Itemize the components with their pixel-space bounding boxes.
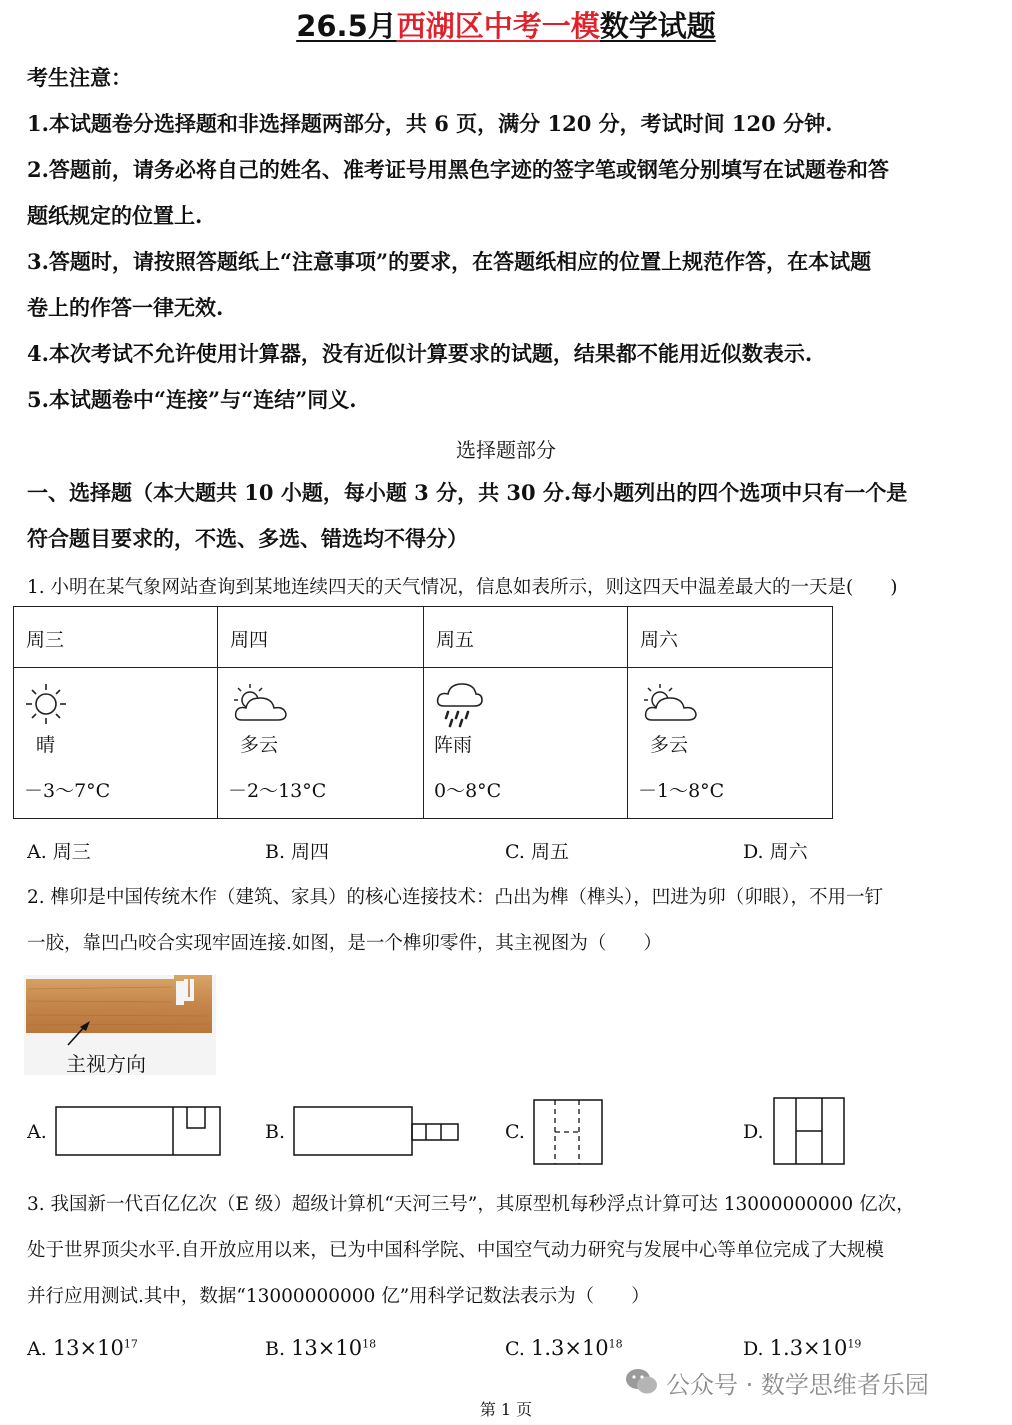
title-part2: 西湖区中考一模 bbox=[396, 9, 600, 43]
q2-option-b[interactable]: B. bbox=[265, 1121, 286, 1143]
q2-line1: 2. 榫卯是中国传统木作（建筑、家具）的核心连接技术：凸出为榫（榫头），凹进为卯（卯眼），不用一钉 bbox=[27, 887, 884, 908]
temp-range: 0～8°C bbox=[434, 780, 502, 802]
title-part1: 26.5月 bbox=[296, 9, 397, 43]
option-d-drawing bbox=[773, 1097, 847, 1167]
option-base: 1.3×10 bbox=[530, 1336, 609, 1360]
day-header: 周五 bbox=[436, 629, 475, 651]
q3-option-d[interactable] bbox=[743, 1336, 861, 1360]
option-base: 13×10 bbox=[52, 1336, 124, 1360]
day-header: 周六 bbox=[640, 629, 679, 651]
q1-option-d[interactable]: D. 周六 bbox=[743, 841, 808, 863]
option-exponent: 18 bbox=[608, 1337, 623, 1351]
temp-range: －1～8°C bbox=[638, 780, 725, 802]
wechat-icon bbox=[625, 1367, 659, 1397]
figure-label: 主视方向 bbox=[66, 1052, 146, 1076]
q1-option-c[interactable]: C. 周五 bbox=[505, 841, 569, 863]
page-title bbox=[0, 4, 1012, 45]
notice-item-1: 1.本试题卷分选择题和非选择题两部分，共 6 页，满分 120 分，考试时间 120 分钟. bbox=[27, 111, 833, 136]
q2-option-c[interactable]: C. bbox=[505, 1121, 525, 1143]
weather-label: 多云 bbox=[650, 734, 689, 756]
q1-option-a[interactable]: A. 周三 bbox=[27, 841, 91, 863]
option-base: 1.3×10 bbox=[769, 1336, 848, 1360]
part-one-line1: 一、选择题（本大题共 10 小题，每小题 3 分，共 30 分.每小题列出的四个选项中只有一个是 bbox=[27, 480, 908, 505]
q3-option-c[interactable] bbox=[505, 1336, 623, 1360]
notice-item-2-cont: 题纸规定的位置上. bbox=[27, 203, 203, 228]
weather-table bbox=[13, 606, 833, 819]
weather-label: 多云 bbox=[240, 734, 279, 756]
partly-cloudy-icon bbox=[228, 682, 292, 726]
q3-option-a[interactable] bbox=[27, 1336, 138, 1360]
q3-line2: 处于世界顶尖水平.自开放应用以来，已为中国科学院、中国空气动力研究与发展中心等单位完成了大规模 bbox=[27, 1240, 884, 1261]
shower-icon bbox=[434, 682, 484, 728]
option-exponent: 18 bbox=[362, 1337, 377, 1351]
option-exponent: 19 bbox=[847, 1337, 862, 1351]
option-label: B. bbox=[265, 1338, 286, 1360]
q3-line3: 并行应用测试.其中，数据“13000000000 亿”用科学记数法表示为（ ） bbox=[27, 1286, 650, 1307]
option-label: C. bbox=[505, 1338, 525, 1360]
title-part3: 数学试题 bbox=[599, 9, 716, 43]
option-label: A. bbox=[27, 1338, 47, 1360]
q2-option-a[interactable]: A. bbox=[27, 1121, 47, 1143]
weather-label: 晴 bbox=[36, 734, 56, 756]
q3-option-b[interactable] bbox=[265, 1336, 376, 1360]
temp-range: －3～7°C bbox=[24, 780, 111, 802]
q2-line2: 一胶，靠凹凸咬合实现牢固连接.如图，是一个榫卯零件，其主视图为（ ） bbox=[27, 933, 662, 954]
notice-item-5: 5.本试题卷中“连接”与“连结”同义. bbox=[27, 387, 357, 412]
page-number: 第 1 页 bbox=[479, 1400, 533, 1419]
watermark-text: 公众号 · 数学思维者乐园 bbox=[666, 1371, 929, 1399]
partly-cloudy-icon bbox=[638, 682, 702, 726]
notice-item-2: 2.答题前，请务必将自己的姓名、准考证号用黑色字迹的签字笔或钢笔分别填写在试题卷和答 bbox=[27, 157, 889, 182]
day-header: 周三 bbox=[26, 629, 65, 651]
notice-item-3-cont: 卷上的作答一律无效. bbox=[27, 295, 224, 320]
option-b-drawing bbox=[293, 1106, 463, 1158]
part-one-line2: 符合题目要求的，不选、多选、错选均不得分） bbox=[27, 526, 468, 551]
temp-range: －2～13°C bbox=[228, 780, 327, 802]
q2-option-d[interactable]: D. bbox=[743, 1121, 764, 1143]
option-label: D. bbox=[743, 1338, 764, 1360]
notice-item-3: 3.答题时，请按照答题纸上“注意事项”的要求，在答题纸相应的位置上规范作答，在本试题 bbox=[27, 249, 872, 274]
section-title: 选择题部分 bbox=[456, 438, 556, 462]
day-header: 周四 bbox=[230, 629, 269, 651]
weather-label: 阵雨 bbox=[434, 734, 473, 756]
q3-line1: 3. 我国新一代百亿亿次（E 级）超级计算机“天河三号”，其原型机每秒浮点计算可达 13000000000 亿次， bbox=[27, 1194, 915, 1215]
option-c-drawing bbox=[533, 1099, 605, 1167]
q1-text: 1. 小明在某气象网站查询到某地连续四天的天气情况，信息如表所示，则这四天中温差最大的一天是( ) bbox=[27, 577, 898, 598]
option-base: 13×10 bbox=[291, 1336, 363, 1360]
q1-option-b[interactable]: B. 周四 bbox=[265, 841, 330, 863]
option-exponent: 17 bbox=[123, 1337, 138, 1351]
notice-item-4: 4.本次考试不允许使用计算器，没有近似计算要求的试题，结果都不能用近似数表示. bbox=[27, 341, 813, 366]
sun-icon bbox=[24, 682, 72, 726]
notice-heading: 考生注意： bbox=[27, 65, 132, 90]
option-a-drawing bbox=[55, 1106, 223, 1158]
